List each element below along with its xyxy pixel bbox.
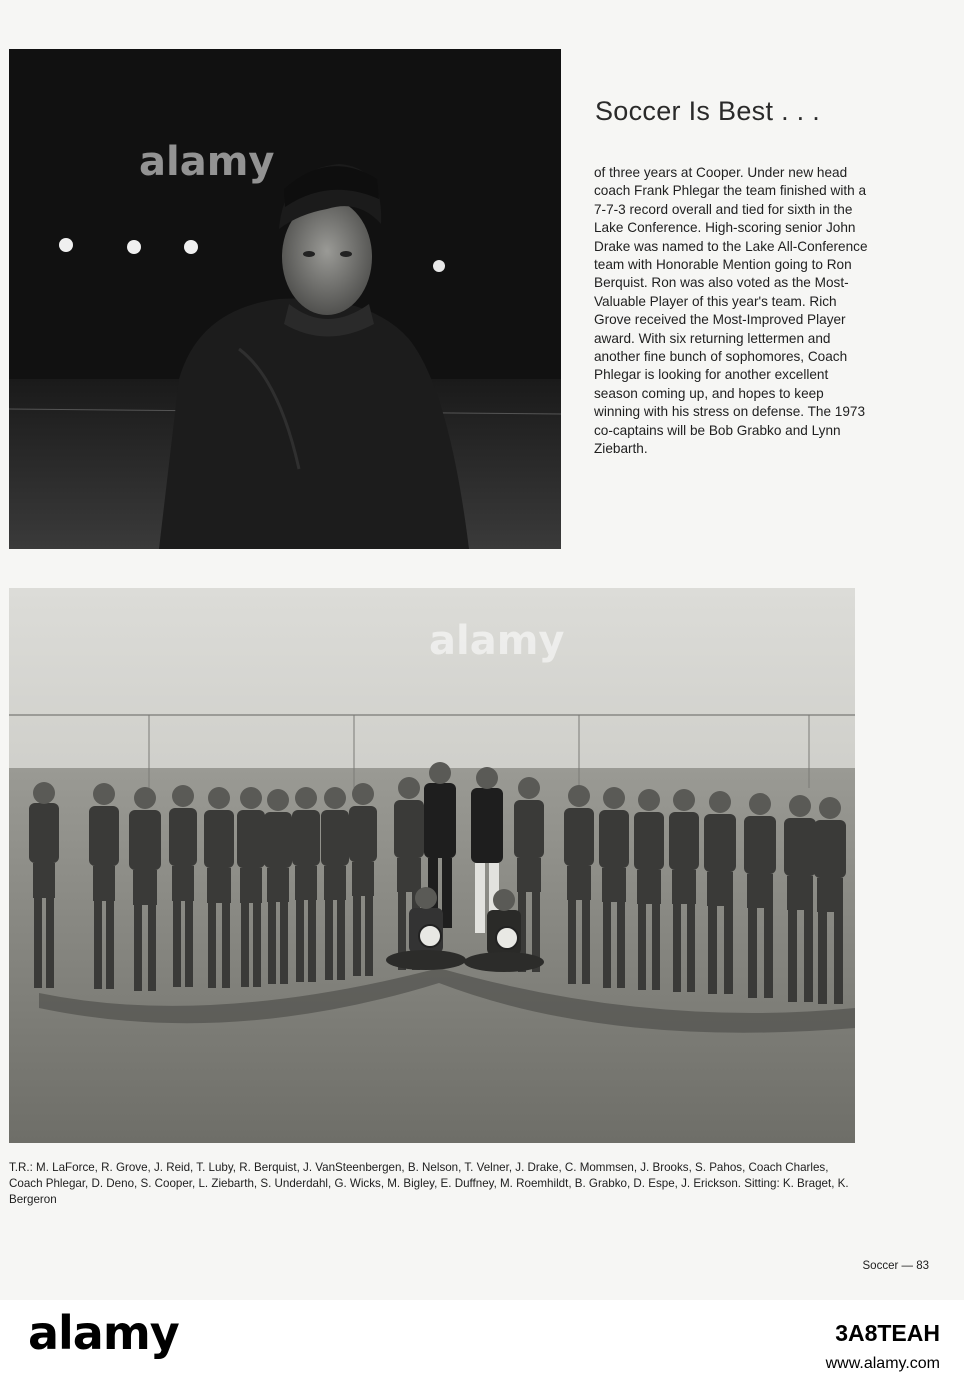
watermark-url: www.alamy.com bbox=[825, 1355, 940, 1372]
watermark-overlay: alamy bbox=[139, 139, 275, 185]
team-photo bbox=[9, 588, 855, 1143]
watermark-overlay: alamy bbox=[429, 618, 565, 664]
coach-night-photo bbox=[9, 49, 561, 549]
watermark-logo: alamy bbox=[28, 1306, 179, 1360]
page-folio: Soccer — 83 bbox=[862, 1260, 929, 1272]
article-body: of three years at Cooper. Under new head coach Frank Phlegar the team finished with a 7-7-3 record overall and tied for sixth in the Lake Conference. High-scoring senior John Drake was named to the Lake All-Conference team with Honorable Mention going to Ron Berquist. Ron was also voted as the Most-Valuable Player of this year's team. Rich Grove received the Most-Improved Player award. With six returning lettermen and another fine bunch of sophomores, Coach Phlegar is looking for another excellent season coming up, and hopes to keep winning with his stress on defense. The 1973 co-captains will be Bob Grabko and Lynn Ziebarth. bbox=[594, 165, 868, 457]
article-headline: Soccer Is Best . . . bbox=[595, 96, 821, 126]
watermark-image-id: 3A8TEAH bbox=[835, 1320, 940, 1346]
photo-caption: T.R.: M. LaForce, R. Grove, J. Reid, T. Luby, R. Berquist, J. VanSteenbergen, B. Nelson, T. Velner, J. Drake, C. Mommsen, J. Brooks, S. Pahos, Coach Charles, Coach Phlegar, D. Deno, S. Cooper, L. Ziebarth, S. Underdahl, G. Wicks, M. Bigley, E. Duffney, M. Roemhildt, B. Grabko, D. Espe, J. Erickson. Sitting: K. Braget, K. Bergeron bbox=[9, 1161, 849, 1206]
